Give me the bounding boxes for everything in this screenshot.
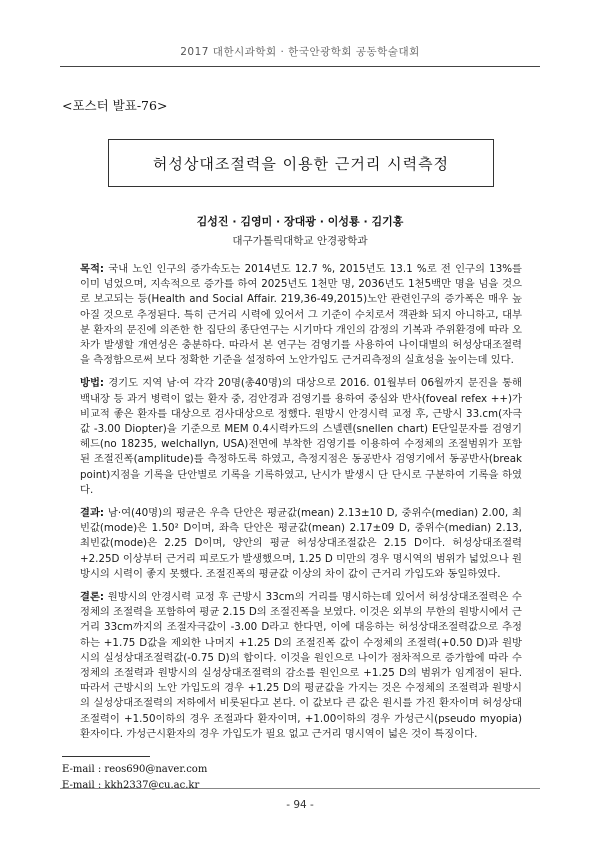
page-number: - 94 - [286, 799, 314, 811]
header-divider [60, 66, 540, 67]
section-conclusion [80, 590, 522, 742]
section-heading: 방법: [80, 377, 105, 390]
section-heading: 결과: [80, 507, 105, 520]
section-text: 남·여(40명)의 평균은 우측 단안은 평균값(mean) 2.13±10 D, 중위수(median) 2.00, 최빈값(mode)은 1.50² D이며, 좌측 단안은 평균값(mean) 2.17±09 D, 중위수(median) 2.13, 최빈값(mode)은 2.25 D이며, 양안의 평균 허성상대조절값은 2.15 D이다. 허성상대조절력 +2.25D 이상부터 근거리 피로도가 발생했으며, 1.25 D 미만의 경우 명시역의 범위가 넓었으나 원방시의 시력이 좋지 못했다. 조절진폭의 평균값 이상의 차이 값이 근거리 가입도와 동일하였다. [80, 507, 522, 580]
section-method [80, 376, 522, 498]
paper-title: 허성상대조절력을 이용한 근거리 시력측정 [152, 154, 450, 173]
poster-label: <포스터 발표-76> [62, 98, 168, 113]
section-text: 경기도 지역 남·여 각각 20명(총40명)의 대상으로 2016. 01월부터 06월까지 문진을 통해 백내장 등 과거 병력이 없는 환자 중, 검안경과 검영기를 용하여 중심와 반사(foveal refex ++)가 비교적 좋은 환자를 대상으로 검사대상으로 정했다. 원방시 안경시력 교정 후, 근방시 33.cm(자극값 -3.00 Diopter)을 기준으로 MEM 0.4시력카드의 스넬렌(snellen chart) E단일문자를 검영기헤드(no 18235, welchallyn, USA)전면에 부착한 검영기를 이용하여 수정체의 조절범위가 포함된 조절진폭(amplitude)를 측정하도록 하였고, 측정지점은 동공반사 검영기에서 동공반사(break point)지점을 기록을 단안별로 기록을 기록하였고, 난시가 발생시 단 단시로 구분하여 기록을 하였다. [80, 377, 522, 496]
footnote-divider [62, 756, 150, 757]
section-heading: 결론: [80, 591, 105, 604]
section-purpose [80, 262, 522, 368]
author-list: 김성진 · 김영미 · 장대광 · 이성룡 · 김기홍 [196, 215, 404, 228]
section-results [80, 506, 522, 582]
affiliation: 대구가톨릭대학교 안경광학과 [232, 235, 368, 247]
section-heading: 목적: [80, 263, 105, 275]
section-text: 원방시의 안경시력 교정 후 근방시 33cm의 거리를 명시하는데 있어서 허성상대조절력은 수정체의 조절력을 포함하여 평균 2.15 D의 조절진폭을 보였다. 이것은 외부의 무한의 원방시에서 근거리 33cm까지의 조절자극값이 -3.00 D라고 한다면, 이에 대응하는 허성상대조절력값으로 추정하는 +1.75 D값을 제외한 나머지 +1.25 D의 조절진폭 값이 수정체의 조절력(+0.50 D)과 원방시의 실성상대조절력값(-0.75 D)의 합이다. 이것을 원인으로 나이가 점차적으로 증가함에 따라 수정체의 조절력과 원방시의 실성상대조절력의 감소를 원인으로 +1.25 D의 범위가 임계점이 된다. 따라서 근방시의 노안 가입도의 경우 +1.25 D의 평균값을 가지는 것은 수정체의 조절력과 원방시의 실성상대조절력의 저하에서 비롯된다고 본다. 이 값보다 큰 값은 원시를 가진 환자이며 허성상대조절력이 +1.50이하의 경우 조절과다 환자이며, +1.00이하의 경우 가성근시(pseudo myopia) 환자이다. 가성근시환자의 경우 가입도가 필요 없고 근거리 명시역이 넓은 것이 특징이다. [80, 591, 522, 740]
email-line: E-mail : kkh2337@cu.ac.kr [62, 780, 200, 791]
contact-emails [62, 762, 207, 794]
section-text: 국내 노인 인구의 증가속도는 2014년도 12.7 %, 2015년도 13.1 %로 전 인구의 13%를 이미 넘었으며, 지속적으로 증가를 하여 2025년도 1천만 명, 2036년도 1천5백만 명을 넘을 것으로 보고되는 등(Health and Social Affair. 219,36-49,2015)노안 관련인구의 증가폭은 매우 높아질 것으로 추정된다. 특히 근거리 시력에 있어서 그 기준이 수치로서 객관화 되지 아니하고, 대부분 환자의 문진에 의존한 한 집단의 종단연구는 시기마다 개인의 감정의 기복과 주위환경에 따라 오차가 발생할 개연성은 충분하다. 따라서 본 연구는 검영기를 사용하여 나이대별의 허성상대조절력을 측정함으로써 보다 정확한 기준을 설정하여 노안가입도 근거리측정의 실효성을 높이는데 있다. [80, 263, 522, 367]
page-footer-divider [60, 788, 540, 789]
paper-title-box [108, 139, 494, 187]
email-line: E-mail : reos690@naver.com [62, 764, 208, 775]
conference-header: 2017 대한시과학회 · 한국안광학회 공동학술대회 [180, 46, 420, 58]
abstract-body [80, 262, 522, 750]
